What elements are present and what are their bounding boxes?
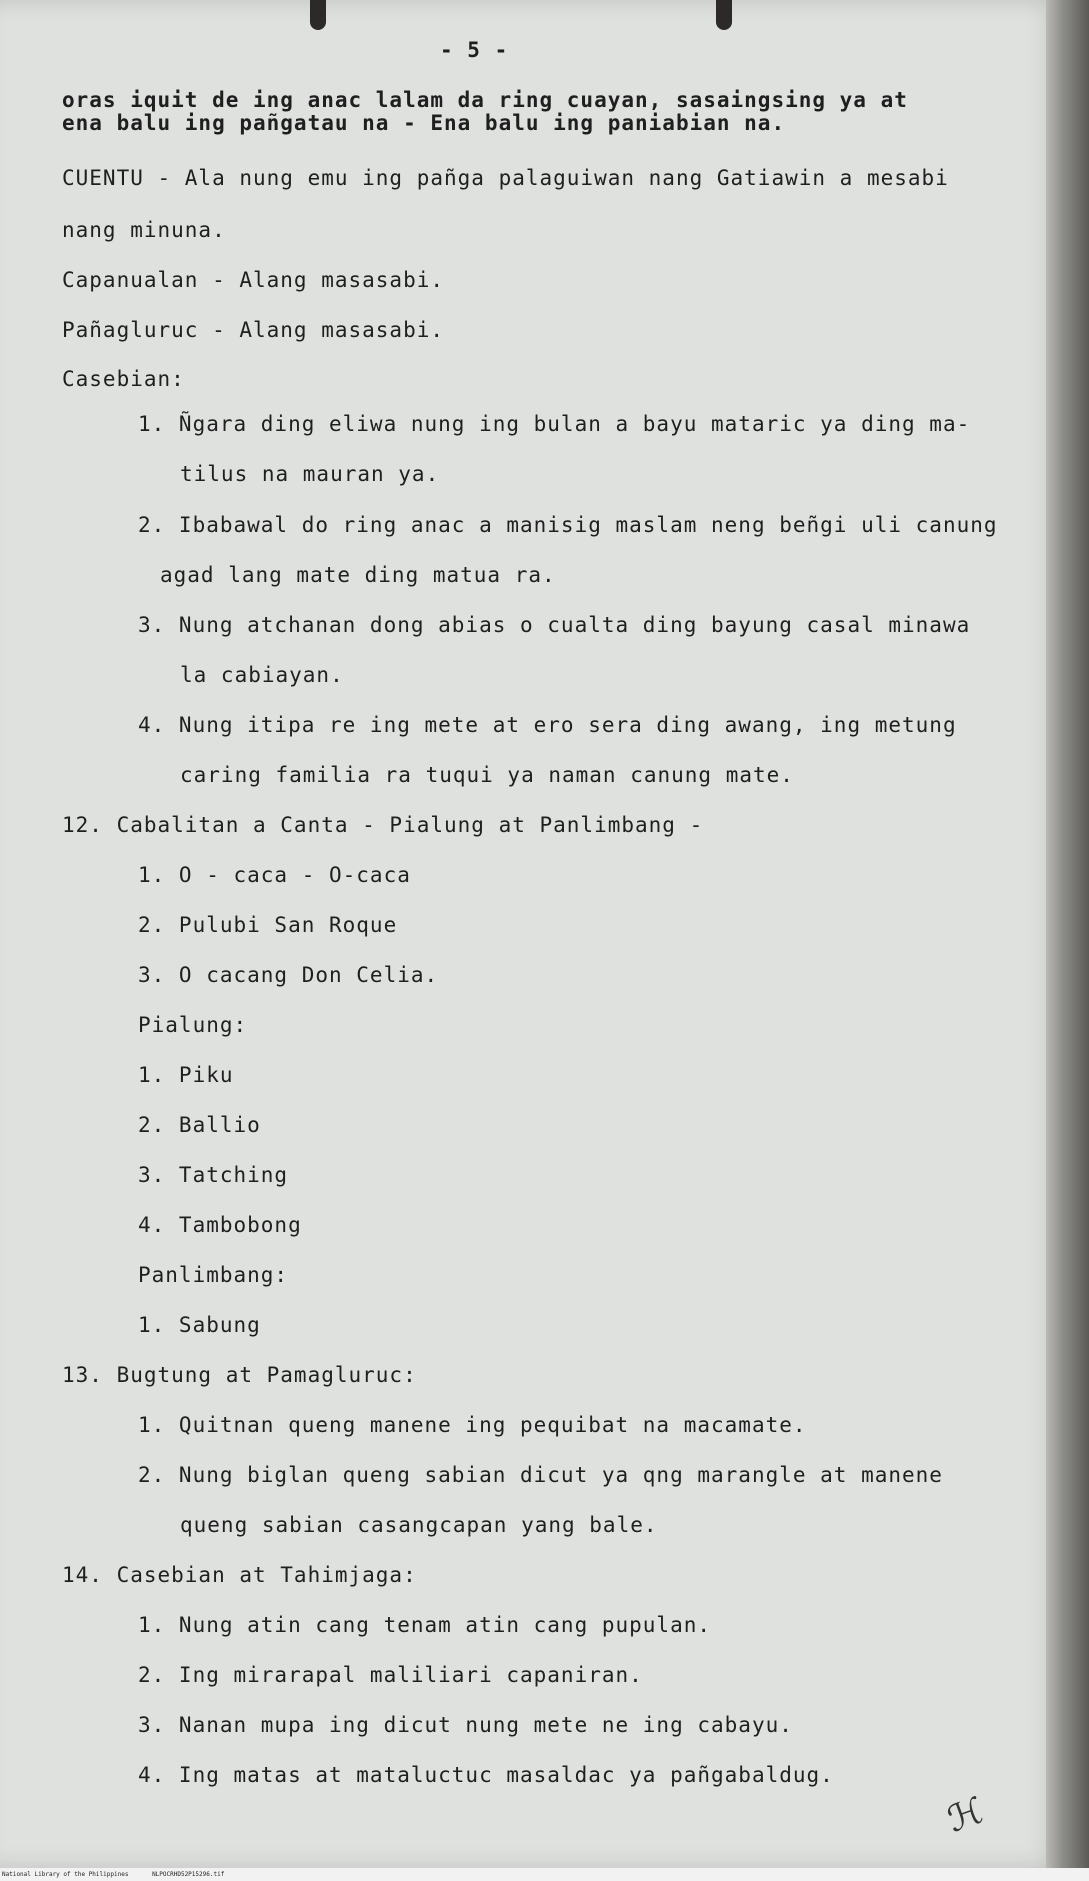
list-item: 3. Nanan mupa ing dicut nung mete ne ing cabayu. (138, 1713, 793, 1737)
binder-ring (716, 0, 732, 30)
list-item: 2. Pulubi San Roque (138, 913, 398, 937)
list-item: 1. Quitnan queng manene ing pequibat na macamate. (138, 1413, 807, 1437)
list-item: 2. Ibabawal do ring anac a manisig maslam neng beñgi uli canung (138, 513, 998, 537)
text-line: nang minuna. (62, 218, 226, 242)
list-item: 1. Piku (138, 1063, 234, 1087)
page-edge (1046, 0, 1089, 1868)
text-line: oras iquit de ing anac lalam da ring cuayan, sasaingsing ya at (62, 88, 908, 112)
text-line: Capanualan - Alang masasabi. (62, 268, 445, 292)
list-item: 2. Ballio (138, 1113, 261, 1137)
footer-source: National Library of the Philippines (2, 1871, 129, 1878)
list-item: 1. Nung atin cang tenam atin cang pupulan. (138, 1613, 712, 1637)
text-line: queng sabian casangcapan yang bale. (180, 1513, 658, 1537)
section-heading: 14. Casebian at Tahimjaga: (62, 1563, 417, 1587)
list-item: 3. O cacang Don Celia. (138, 963, 439, 987)
list-item: 4. Nung itipa re ing mete at ero sera ding awang, ing metung (138, 713, 957, 737)
text-line: la cabiayan. (180, 663, 344, 687)
section-heading: Casebian: (62, 367, 185, 391)
text-line: ena balu ing pañgatau na - Ena balu ing paniabian na. (62, 111, 786, 135)
list-item: 2. Nung biglan queng sabian dicut ya qng marangle at manene (138, 1463, 943, 1487)
footer-filename: NLPOCRHD52P15296.tif (152, 1871, 225, 1878)
list-item: 4. Tambobong (138, 1213, 302, 1237)
section-heading: 12. Cabalitan a Canta - Pialung at Panlimbang - (62, 813, 704, 837)
list-item: 2. Ing mirarapal maliliari capaniran. (138, 1663, 643, 1687)
sub-heading: Panlimbang: (138, 1263, 289, 1287)
binder-ring (310, 0, 326, 30)
text-line: agad lang mate ding matua ra. (160, 563, 556, 587)
handwritten-mark: ℋ (942, 1790, 990, 1841)
list-item: 1. Ñgara ding eliwa nung ing bulan a bayu mataric ya ding ma- (138, 412, 971, 436)
list-item: 1. O - caca - O-caca (138, 863, 411, 887)
list-item: 3. Tatching (138, 1163, 289, 1187)
text-line: caring familia ra tuqui ya naman canung mate. (180, 763, 794, 787)
list-item: 3. Nung atchanan dong abias o cualta ding bayung casal minawa (138, 613, 971, 637)
footer-bar (0, 1868, 1089, 1881)
sub-heading: Pialung: (138, 1013, 248, 1037)
section-heading: 13. Bugtung at Pamagluruc: (62, 1363, 417, 1387)
list-item: 4. Ing matas at mataluctuc masaldac ya pañgabaldug. (138, 1763, 834, 1787)
page-number: - 5 - (440, 38, 509, 62)
list-item: 1. Sabung (138, 1313, 261, 1337)
text-line: CUENTU - Ala nung emu ing pañga palaguiwan nang Gatiawin a mesabi (62, 166, 949, 190)
text-line: Pañagluruc - Alang masasabi. (62, 318, 445, 342)
text-line: tilus na mauran ya. (180, 462, 440, 486)
